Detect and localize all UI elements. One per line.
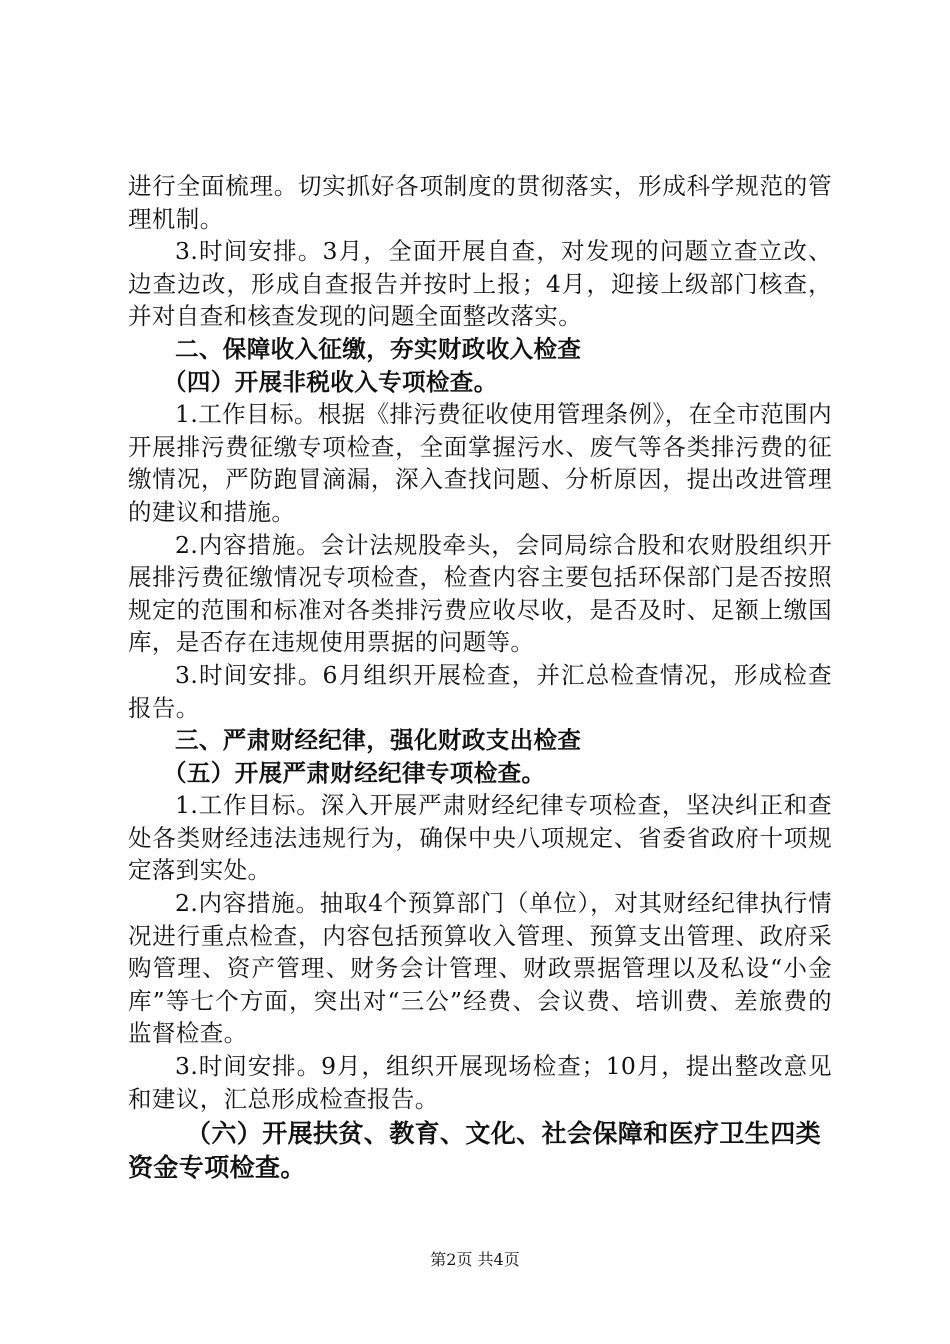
subsection-heading: （五）开展严肃财经纪律专项检查。 [163, 758, 546, 787]
document-body [128, 170, 832, 1185]
paragraph: 2.内容措施。抽取4个预算部门（单位），对其财经纪律执行情况进行重点检查，内容包括预算收入管理、预算支出管理、政府采购管理、资产管理、财务会计管理、财政票据管理以及私设“小金库”等七个方面，突出对“三公”经费、会议费、培训费、差旅费的监督检查。 [128, 889, 832, 1048]
paragraph: 3.时间安排。6月组织开展检查，并汇总检查情况，形成检查报告。 [128, 660, 832, 722]
paragraph: 3.时间安排。3月，全面开展自查，对发现的问题立查立改、边查边改，形成自查报告并按时上报；4月，迎接上级部门核查，并对自查和核查发现的问题全面整改落实。 [128, 237, 832, 331]
paragraph: 1.工作目标。根据《排污费征收使用管理条例》，在全市范围内开展排污费征缴专项检查，全面掌握污水、废气等各类排污费的征缴情况，严防跑冒滴漏，深入查找问题、分析原因，提出改进管理的建议和措施。 [128, 400, 832, 526]
section-heading: 三、严肃财经纪律，强化财政支出检查 [175, 726, 582, 755]
subsection-heading: （四）开展非税收入专项检查。 [163, 367, 498, 396]
paragraph: 进行全面梳理。切实抓好各项制度的贯彻落实，形成科学规范的管理机制。 [128, 172, 832, 233]
paragraph: 2.内容措施。会计法规股牵头，会同局综合股和农财股组织开展排污费征缴情况专项检查，检查内容主要包括环保部门是否按照规定的范围和标准对各类排污费应收尽收，是否及时、足额上缴国库，是否存在违规使用票据的问题等。 [128, 530, 832, 657]
section-heading: 二、保障收入征缴，夯实财政收入检查 [175, 334, 582, 363]
paragraph: 1.工作目标。深入开展严肃财经纪律专项检查，坚决纠正和查处各类财经违法违规行为，确保中央八项规定、省委省政府十项规定落到实处。 [128, 791, 832, 885]
page-number: 第2页 共4页 [430, 1250, 520, 1269]
subsection-heading: （六）开展扶贫、教育、文化、社会保障和医疗卫生四类资金专项检查。 [128, 1119, 822, 1183]
paragraph: 3.时间安排。9月，组织开展现场检查；10月，提出整改意见和建议，汇总形成检查报告。 [128, 1052, 832, 1113]
